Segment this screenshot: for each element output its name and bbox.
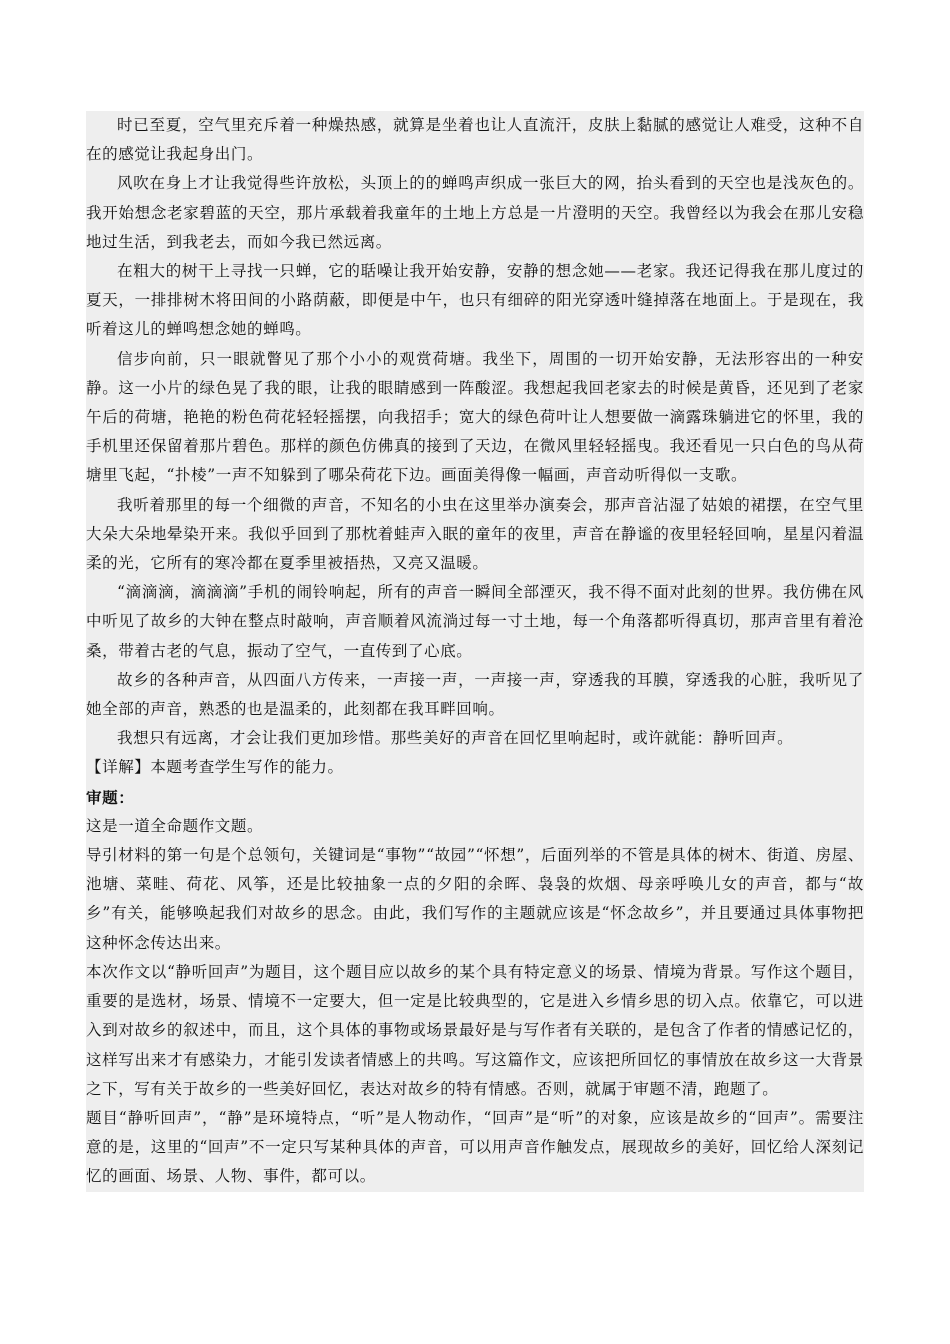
essay-paragraph: 在粗大的树干上寻找一只蝉，它的聒噪让我开始安静，安静的想念她——老家。我还记得我在那儿度过的夏天，一排排树木将田间的小路荫蔽，即便是中午，也只有细碎的阳光穿透叶缝掉落在地面上。于是现在，我听着这儿的蝉鸣想念她的蝉鸣。 (86, 262, 864, 339)
essay-paragraph: 风吹在身上才让我觉得些许放松，头顶上的的蝉鸣声织成一张巨大的网，抬头看到的天空也是浅灰色的。我开始想念老家碧蓝的天空，那片承载着我童年的土地上方总是一片澄明的天空。我曾经以为我会在那儿安稳地过生活，到我老去，而如今我已然远离。 (86, 174, 864, 251)
analysis-paragraph: 题目“静听回声”，“静”是环境特点，“听”是人物动作，“回声”是“听”的对象，应该是故乡的“回声”。需要注意的是，这里的“回声”不一定只写某种具体的声音，可以用声音作触发点，展现故乡的美好，回忆给人深刻记忆的画面、场景、人物、事件，都可以。 (86, 1108, 864, 1186)
analysis-heading: 审题： (86, 787, 135, 807)
analysis-paragraph: 导引材料的第一句是个总领句，关键词是“事物”“故园”“怀想”，后面列举的不管是具体的树木、街道、房屋、池塘、菜畦、荷花、风筝，还是比较抽象一点的夕阳的余晖、袅袅的炊烟、母亲呼唤儿女的声音，都与“故乡”有关，能够唤起我们对故乡的思念。由此，我们写作的主题就应该是“怀念故乡”，并且要通过具体事物把这种怀念传达出来。 (86, 846, 864, 952)
essay-paragraph: 信步向前，只一眼就瞥见了那个小小的观赏荷塘。我坐下，周围的一切开始安静，无法形容出的一种安静。这一小片的绿色晃了我的眼，让我的眼睛感到一阵酸涩。我想起我回老家去的时候是黄昏，还见到了老家午后的荷塘，艳艳的粉色荷花轻轻摇摆，向我招手；宽大的绿色荷叶让人想要做一滴露珠躺进它的怀里，我的手机里还保留着那片碧色。那样的颜色仿佛真的接到了天边，在微风里轻轻摇曳。我还看见一只白色的鸟从荷塘里飞起，“扑棱”一声不知躲到了哪朵荷花下边。画面美得像一幅画，声音动听得似一支歌。 (86, 349, 864, 485)
essay-paragraph: 我想只有远离，才会让我们更加珍惜。那些美好的声音在回忆里响起时，或许就能：静听回声。 (117, 729, 794, 748)
essay-paragraph: “滴滴滴，滴滴滴”手机的闹铃响起，所有的声音一瞬间全部湮灭，我不得不面对此刻的世界。我仿佛在风中听见了故乡的大钟在整点时敲响，声音顺着风流淌过每一寸土地，每一个角落都听得真切，那声音里有着沧桑，带着古老的气息，振动了空气，一直传到了心底。 (86, 583, 864, 660)
essay-paragraph: 时已至夏，空气里充斥着一种燥热感，就算是坐着也让人直流汗，皮肤上黏腻的感觉让人难受，这种不自在的感觉让我起身出门。 (86, 116, 864, 164)
analysis-paragraph: 本次作文以“静听回声”为题目，这个题目应以故乡的某个具有特定意义的场景、情境为背景。写作这个题目，重要的是选材，场景、情境不一定要大，但一定是比较典型的，它是进入乡情乡思的切入点。依靠它，可以进入到对故乡的叙述中，而且，这个具体的事物或场景最好是与写作者有关联的，是包含了作者的情感记忆的，这样写出来才有感染力，才能引发读者情感上的共鸣。写这篇作文，应该把所回忆的事情放在故乡这一大背景之下，写有关于故乡的一些美好回忆，表达对故乡的特有情感。否则，就属于审题不清，跑题了。 (86, 962, 864, 1098)
analysis-detail: 【详解】本题考查学生写作的能力。 (86, 758, 344, 777)
document-page (86, 111, 864, 1192)
analysis-paragraph: 这是一道全命题作文题。 (86, 816, 264, 835)
essay-paragraph: 我听着那里的每一个细微的声音，不知名的小虫在这里举办演奏会，那声音沾湿了姑娘的裙摆，在空气里大朵大朵地晕染开来。我似乎回到了那枕着蛙声入眠的童年的夜里，声音在静谧的夜里轻轻回响，星星闪着温柔的光，它所有的寒冷都在夏季里被捂热，又亮又温暖。 (86, 495, 864, 573)
essay-paragraph: 故乡的各种声音，从四面八方传来，一声接一声，一声接一声，穿透我的耳膜，穿透我的心脏，我听见了她全部的声音，熟悉的也是温柔的，此刻都在我耳畔回响。 (86, 670, 864, 719)
